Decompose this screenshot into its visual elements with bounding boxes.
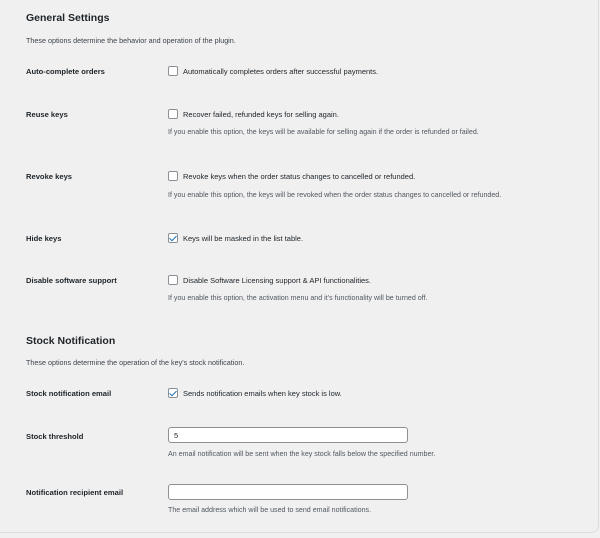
hide-keys-checkbox[interactable] <box>168 233 178 243</box>
auto-complete-orders-checkbox[interactable] <box>168 66 178 76</box>
notification-recipient-email-input[interactable] <box>168 484 408 500</box>
revoke-keys-help: If you enable this option, the keys will be revoked when the order status changes to cancelled or refunded. <box>168 191 502 199</box>
reuse-keys-checkbox-label[interactable]: Recover failed, refunded keys for selling again. <box>183 110 339 119</box>
reuse-keys-label: Reuse keys <box>26 110 68 119</box>
stock-notification-description: These options determine the operation of the key's stock notification. <box>26 358 245 367</box>
stock-notification-title: Stock Notification <box>26 335 116 347</box>
stock-notification-email-checkbox-label[interactable]: Sends notification emails when key stock is low. <box>183 389 342 398</box>
general-settings-title: General Settings <box>26 12 110 24</box>
disable-software-support-label: Disable software support <box>26 276 117 285</box>
hide-keys-checkbox-label[interactable]: Keys will be masked in the list table. <box>183 234 304 243</box>
stock-notification-email-checkbox[interactable] <box>168 388 178 398</box>
revoke-keys-checkbox-label[interactable]: Revoke keys when the order status changes to cancelled or refunded. <box>183 172 416 181</box>
stock-threshold-label: Stock threshold <box>26 432 84 441</box>
stock-threshold-input[interactable]: 5 <box>168 427 408 443</box>
notification-recipient-email-help: The email address which will be used to send email notifications. <box>168 506 372 514</box>
disable-software-support-help: If you enable this option, the activation menu and it's functionality will be turned off. <box>168 294 428 302</box>
disable-software-support-checkbox[interactable] <box>168 275 178 285</box>
general-settings-description: These options determine the behavior and operation of the plugin. <box>26 36 236 45</box>
stock-notification-email-label: Stock notification email <box>26 389 112 398</box>
disable-software-support-checkbox-label[interactable]: Disable Software Licensing support & API functionalities. <box>183 276 372 285</box>
hide-keys-label: Hide keys <box>26 234 62 243</box>
reuse-keys-help: If you enable this option, the keys will be available for selling again if the order is refunded or failed. <box>168 128 479 136</box>
revoke-keys-checkbox[interactable] <box>168 171 178 181</box>
revoke-keys-label: Revoke keys <box>26 172 73 181</box>
notification-recipient-email-label: Notification recipient email <box>26 488 124 497</box>
auto-complete-orders-label: Auto-complete orders <box>26 67 105 76</box>
auto-complete-orders-checkbox-label[interactable]: Automatically completes orders after successful payments. <box>183 67 379 76</box>
reuse-keys-checkbox[interactable] <box>168 109 178 119</box>
stock-threshold-help: An email notification will be sent when the key stock falls below the specified number. <box>168 450 436 458</box>
